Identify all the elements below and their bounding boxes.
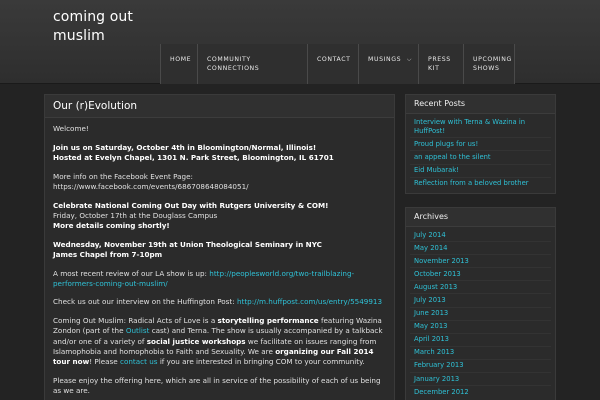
page-title: Our (r)Evolution	[45, 95, 394, 118]
recent-post-link[interactable]: Reflection from a beloved brother	[414, 179, 529, 188]
main-nav	[160, 44, 515, 84]
event-2-line-3: More details coming shortly!	[53, 220, 170, 230]
closing-paragraph: Please enjoy the offering here, which are all in service of the possibility of each of us being as we are.	[53, 375, 381, 395]
desc-bold-1: storytelling performance	[217, 316, 319, 326]
event-1-line-1: Join us on Saturday, October 4th in Bloomington/Normal, Illinois!	[53, 142, 317, 152]
event-2-line-1: Celebrate National Coming Out Day with Rutgers University & COM!	[53, 200, 329, 210]
nav-home[interactable]	[160, 44, 197, 84]
event-3	[53, 240, 386, 260]
archive-link[interactable]: February 2013	[410, 360, 551, 373]
archive-link[interactable]: October 2013	[410, 268, 551, 281]
desc-3: cast) and Terna. The show is usually accompanied by a talkback and/or one of a variety of	[53, 326, 383, 346]
event-2-line-2: Friday, October 17th at the Douglass Campus	[53, 210, 218, 220]
desc-2: featuring Wazina Zondon (part of the	[53, 316, 382, 336]
desc-bold-2: social justice workshops	[146, 336, 246, 346]
recent-post-link[interactable]: Interview with Terna & Wazina in HuffPost!	[410, 116, 551, 138]
desc-6: if you are interested in bringing COM to your community.	[159, 356, 365, 366]
event-3-line-2: James Chapel from 7-10pm	[53, 249, 163, 259]
archive-link[interactable]: March 2013	[410, 347, 551, 360]
archive-link[interactable]: August 2013	[410, 281, 551, 294]
desc-1: Coming Out Muslim: Radical Acts of Love is a	[53, 316, 216, 326]
review-text: A most recent review of our LA show is up:	[53, 268, 207, 278]
post-body	[45, 118, 394, 396]
recent-post-link[interactable]: Proud plugs for us!	[410, 138, 551, 151]
description-paragraph	[53, 316, 386, 367]
chevron-down-icon: ⌵	[406, 56, 412, 63]
site-header	[0, 0, 600, 84]
nav-upcoming-shows[interactable]	[463, 44, 515, 84]
nav-community-connections[interactable]	[197, 44, 307, 84]
huffpost-link[interactable]: http://m.huffpost.com/us/entry/5549913	[236, 297, 383, 307]
archives-widget	[405, 207, 556, 400]
archive-link[interactable]: June 2013	[410, 308, 551, 321]
nav-press-kit[interactable]	[418, 44, 463, 84]
archives-title: Archives	[406, 208, 555, 227]
archive-link[interactable]: July 2014	[410, 229, 551, 242]
event-3-line-1: Wednesday, November 19th at Union Theological Seminary in NYC	[53, 239, 322, 249]
archives-list	[406, 227, 555, 400]
review-paragraph	[53, 269, 386, 289]
nav-press-kit-label: PRESS KIT	[428, 56, 451, 72]
nav-musings-label: MUSINGS	[368, 56, 402, 63]
archive-link[interactable]: May 2014	[410, 242, 551, 255]
facebook-info: More info on the Facebook Event Page: https://www.facebook.com/events/686708648084051/	[53, 171, 249, 191]
nav-home-label: HOME	[170, 56, 192, 63]
huffpost-text: Check us out our interview on the Huffington Post:	[53, 297, 235, 307]
nav-upcoming-label: UPCOMING SHOWS	[473, 56, 512, 72]
nav-musings[interactable]	[358, 44, 418, 84]
desc-5: ! Please	[89, 356, 118, 366]
recent-post-link[interactable]: Eid Mubarak!	[410, 165, 551, 178]
event-1	[53, 143, 386, 163]
archive-link[interactable]: May 2013	[410, 321, 551, 334]
archive-link[interactable]: April 2013	[410, 334, 551, 347]
recent-posts-title: Recent Posts	[406, 95, 555, 114]
nav-contact-label: CONTACT	[317, 56, 351, 63]
site-title[interactable]: coming out muslim	[53, 9, 133, 44]
event-1-line-2: Hosted at Evelyn Chapel, 1301 N. Park Street, Bloomington, IL 61701	[53, 152, 334, 162]
welcome-text: Welcome!	[53, 124, 89, 133]
recent-posts-widget	[405, 94, 556, 194]
desc-4: we facilitate on issues ranging from Islamophobia and homophobia to Faith and Sexuality. We are	[53, 336, 377, 356]
archive-link[interactable]: January 2013	[410, 373, 551, 386]
event-2	[53, 201, 386, 232]
nav-community-label: COMMUNITY CONNECTIONS	[207, 56, 260, 72]
desc-bold-3: organizing our Fall 2014 tour now	[53, 346, 374, 366]
archive-link[interactable]: November 2013	[410, 255, 551, 268]
archive-link[interactable]: December 2012	[414, 387, 469, 396]
huffpost-paragraph	[53, 297, 386, 307]
main-content	[44, 94, 395, 400]
recent-post-link[interactable]: an appeal to the silent	[410, 151, 551, 164]
nav-contact[interactable]	[307, 44, 358, 84]
review-link[interactable]: http://peoplesworld.org/two-trailblazing-performers-coming-out-muslim/	[53, 268, 355, 288]
recent-posts-list	[406, 114, 555, 192]
outlist-link[interactable]: Outlist	[125, 326, 150, 336]
archive-link[interactable]: July 2013	[410, 294, 551, 307]
contact-us-link[interactable]: contact us	[120, 356, 158, 366]
